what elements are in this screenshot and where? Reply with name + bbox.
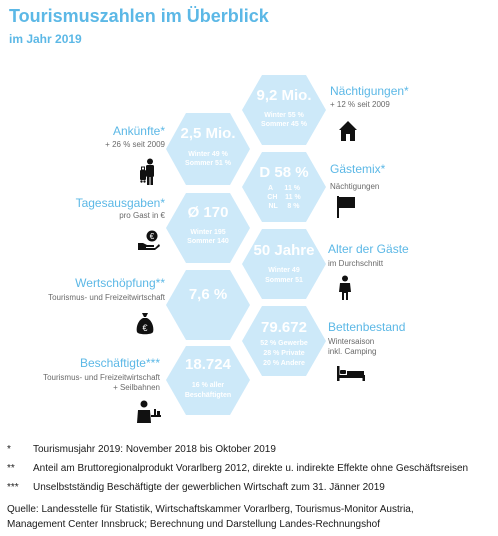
worker-icon (136, 400, 162, 424)
alter-sommer: Sommer 51 (265, 277, 303, 284)
ankuenfte-sub: + 26 % seit 2009 (105, 140, 165, 149)
footnote-1 (7, 444, 276, 455)
svg-text:€: € (149, 232, 155, 241)
naechtigungen-sub: + 12 % seit 2009 (330, 100, 390, 109)
hexagon-ankuenfte (166, 113, 250, 185)
gaestemix-label: Gästemix* (330, 162, 386, 176)
tagesausgaben-label: Tagesausgaben* (75, 196, 165, 210)
ankuenfte-label: Ankünfte* (112, 124, 165, 138)
source-line-1: Quelle: Landesstelle für Statistik, Wirtschaftskammer Vorarlberg, Tourismus-Monitor Austria, (7, 504, 414, 515)
page-title: Tourismuszahlen im Überblick (9, 6, 269, 26)
flag-icon (335, 195, 357, 219)
alter-label: Alter der Gäste (328, 242, 409, 256)
footnote-2-mark: ** (7, 463, 15, 474)
bettenbestand-sub1: Wintersaison (328, 337, 375, 346)
bettenbestand-private: 28 % Private (263, 350, 305, 357)
person-icon (337, 275, 353, 301)
ankuenfte-winter: Winter 49 % (188, 151, 228, 158)
beschaeftigte-label: Beschäftigten (184, 392, 232, 399)
alter-winter: Winter 49 (268, 267, 300, 274)
beschaeftigte-label-text: Beschäftigte*** (79, 356, 160, 370)
footnote-3-mark: *** (7, 482, 19, 493)
source-line-2: Management Center Innsbruck; Berechnung und Darstellung Landes-Rechnungshof (7, 519, 381, 530)
wertschoepfung-sub: Tourismus- und Freizeitwirtschaft (48, 293, 165, 302)
tagesausgaben-sub: pro Gast in € (119, 211, 165, 220)
alter-sub: im Durchschnitt (328, 259, 384, 268)
wertschoepfung-label: Wertschöpfung** (75, 276, 165, 290)
ankuenfte-value: 2,5 Mio. (180, 125, 236, 142)
beschaeftigte-anteil: 16 % aller (191, 382, 225, 389)
naechtigungen-winter: Winter 55 % (264, 112, 304, 119)
gaestemix-a: A 11 % (267, 185, 301, 192)
naechtigungen-label: Nächtigungen* (330, 84, 409, 98)
footnote-3 (7, 482, 385, 493)
footnote-3-text: Unselbstständig Beschäftigte der gewerblichen Wirtschaft zum 31. Jänner 2019 (33, 482, 385, 493)
gaestemix-value: D 58 % (259, 164, 309, 181)
bettenbestand-gewerbe: 52 % Gewerbe (260, 340, 308, 347)
house-icon (338, 120, 358, 142)
money-hand-icon (137, 230, 161, 250)
tagesausgaben-winter: Winter 195 (190, 229, 226, 236)
bettenbestand-label: Bettenbestand (328, 320, 406, 334)
tagesausgaben-value: Ø 170 (187, 204, 229, 221)
footnote-1-text: Tourismusjahr 2019: November 2018 bis Oktober 2019 (33, 444, 276, 455)
gaestemix-sub: Nächtigungen (330, 182, 380, 191)
wertschoepfung-value: 7,6 % (188, 286, 228, 303)
svg-text:€: € (142, 323, 148, 333)
page-subtitle: im Jahr 2019 (9, 32, 82, 46)
hexagon-naechtigungen (242, 75, 326, 145)
beschaeftigte-sub1: Tourismus- und Freizeitwirtschaft (43, 373, 160, 382)
ankuenfte-sommer: Sommer 51 % (185, 160, 231, 167)
bed-icon (336, 364, 366, 382)
money-bag-icon (135, 312, 155, 336)
luggage-icon (138, 158, 160, 186)
bettenbestand-value: 79.672 (261, 319, 307, 336)
footnote-1-mark: * (7, 444, 11, 455)
gaestemix-ch: CH 11 % (267, 194, 301, 201)
alter-value: 50 Jahre (253, 242, 315, 259)
footnote-2 (7, 463, 468, 474)
naechtigungen-sommer: Sommer 45 % (261, 121, 307, 128)
naechtigungen-value: 9,2 Mio. (256, 87, 312, 104)
footnote-2-text: Anteil am Bruttoregionalprodukt Vorarlberg 2012, direkte u. indirekte Effekte ohne Geschäftsreisen (33, 463, 469, 474)
bettenbestand-andere: 20 % Andere (263, 360, 305, 367)
beschaeftigte-sub2: + Seilbahnen (113, 383, 160, 392)
tagesausgaben-sommer: Sommer 140 (187, 238, 229, 245)
bettenbestand-sub2: inkl. Camping (328, 347, 377, 356)
hexagon-wertschoepfung (166, 270, 250, 340)
hexagon-alter (242, 229, 326, 299)
gaestemix-nl: NL 8 % (268, 203, 300, 210)
beschaeftigte-value: 18.724 (185, 356, 231, 373)
